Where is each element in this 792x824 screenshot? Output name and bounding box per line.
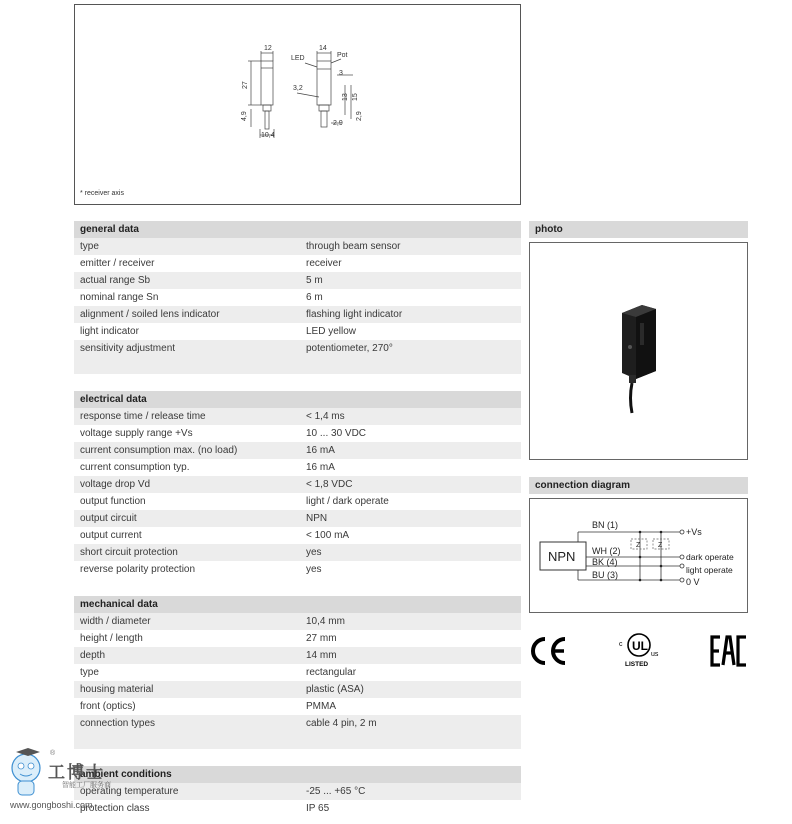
connection-diagram <box>530 499 747 612</box>
table-row <box>74 255 521 272</box>
row-value: yes <box>306 547 322 558</box>
dim-13: 13 <box>342 93 349 101</box>
ce-mark <box>528 634 570 668</box>
dim-27: 27 <box>242 81 249 89</box>
watermark-reg: ® <box>50 750 56 757</box>
row-label: depth <box>80 650 106 661</box>
row-label: connection types <box>80 718 156 729</box>
dim-15: 15 <box>352 93 359 101</box>
dim-10-4: 10,4 <box>261 132 275 139</box>
z-diode-2: Z <box>658 542 663 549</box>
receiver-axis-footnote: * receiver axis <box>80 190 124 197</box>
row-value: 16 mA <box>306 462 335 473</box>
table-row <box>74 425 521 442</box>
product-photo <box>530 243 747 459</box>
table-row <box>74 272 521 289</box>
table-row <box>74 306 521 323</box>
photo-heading: photo <box>529 221 748 238</box>
table-row <box>74 613 521 630</box>
row-label: voltage supply range +Vs <box>80 428 193 439</box>
row-label: width / diameter <box>80 616 151 627</box>
row-value: flashing light indicator <box>306 309 403 320</box>
table-row <box>74 323 521 340</box>
table-row <box>74 442 521 459</box>
row-label: reverse polarity protection <box>80 564 196 575</box>
table-row <box>74 238 521 255</box>
row-value: -25 ... +65 °C <box>306 786 366 797</box>
row-value: plastic (ASA) <box>306 684 364 695</box>
ul-us-text: us <box>651 651 659 658</box>
row-label: type <box>80 667 99 678</box>
z-diode-1: Z <box>636 542 641 549</box>
table-row <box>74 340 521 357</box>
table-row <box>74 647 521 664</box>
row-value: cable 4 pin, 2 m <box>306 718 377 729</box>
row-value: < 1,4 ms <box>306 411 345 422</box>
row-label: operating temperature <box>80 786 179 797</box>
row-value: through beam sensor <box>306 241 401 252</box>
ul-text: UL <box>632 639 648 653</box>
row-label: output current <box>80 530 142 541</box>
wire-bn: BN (1) <box>592 520 619 530</box>
row-label: actual range Sb <box>80 275 151 286</box>
row-value: 14 mm <box>306 650 337 661</box>
row-value: < 100 mA <box>306 530 350 541</box>
dim-3: 3 <box>339 70 343 77</box>
table-row <box>74 527 521 544</box>
dim-led: LED <box>291 55 305 62</box>
watermark-subtitle: 智能工厂服务商 <box>62 781 111 789</box>
row-value: NPN <box>306 513 328 524</box>
watermark-url: www.gongboshi.com <box>10 800 93 810</box>
wire-bu: BU (3) <box>592 570 619 580</box>
dimension-drawing <box>75 5 522 206</box>
row-value: 6 m <box>306 292 323 303</box>
table-row <box>74 561 521 578</box>
watermark <box>6 744 146 816</box>
row-value: rectangular <box>306 667 357 678</box>
dim-3-2: 3,2 <box>293 85 303 92</box>
table-row <box>74 459 521 476</box>
table-row <box>74 664 521 681</box>
cul-us-listed-mark <box>616 630 662 670</box>
table-row <box>74 408 521 425</box>
row-label: nominal range Sn <box>80 292 159 303</box>
row-value: LED yellow <box>306 326 357 337</box>
product-photo-frame <box>529 242 748 460</box>
wire-bk: BK (4) <box>592 557 618 567</box>
eac-mark <box>708 634 750 668</box>
row-value: < 1,8 VDC <box>306 479 353 490</box>
row-value: yes <box>306 564 322 575</box>
general-data-section <box>74 221 521 374</box>
dim-12: 12 <box>264 45 272 52</box>
row-value: 27 mm <box>306 633 337 644</box>
row-value: receiver <box>306 258 342 269</box>
npn-label: NPN <box>548 549 576 564</box>
output-dark-operate: dark operate <box>686 552 734 562</box>
ul-listed-text: LISTED <box>625 661 649 668</box>
mechanical-data-table <box>74 613 521 749</box>
row-label: light indicator <box>80 326 139 337</box>
row-label: sensitivity adjustment <box>80 343 176 354</box>
electrical-data-heading: electrical data <box>74 391 521 408</box>
row-label: short circuit protection <box>80 547 178 558</box>
table-row <box>74 544 521 561</box>
mechanical-data-heading: mechanical data <box>74 596 521 613</box>
table-row <box>74 289 521 306</box>
row-label: voltage drop Vd <box>80 479 151 490</box>
row-label: output function <box>80 496 146 507</box>
electrical-data-table <box>74 408 521 578</box>
row-label: current consumption max. (no load) <box>80 445 238 456</box>
row-value: 10,4 mm <box>306 616 345 627</box>
output-vs: +Vs <box>686 527 702 537</box>
table-row <box>74 715 521 732</box>
output-light-operate: light operate <box>686 565 733 575</box>
row-label: current consumption typ. <box>80 462 190 473</box>
table-row-blank <box>74 357 521 374</box>
dimension-drawing-panel <box>74 4 521 205</box>
general-data-table <box>74 238 521 374</box>
electrical-data-section <box>74 391 521 578</box>
row-value: potentiometer, 270° <box>306 343 393 354</box>
row-label: type <box>80 241 99 252</box>
table-row <box>74 698 521 715</box>
row-value: PMMA <box>306 701 336 712</box>
table-row <box>74 510 521 527</box>
ul-c-text: c <box>619 641 623 648</box>
connection-diagram-heading: connection diagram <box>529 477 748 494</box>
dim-14: 14 <box>319 45 327 52</box>
watermark-brand: 工博士 <box>48 763 105 783</box>
row-label: emitter / receiver <box>80 258 155 269</box>
row-value: 16 mA <box>306 445 335 456</box>
mechanical-data-section <box>74 596 521 749</box>
dim-pot: Pot <box>337 52 348 59</box>
row-label: front (optics) <box>80 701 136 712</box>
table-row <box>74 681 521 698</box>
connection-diagram-frame <box>529 498 748 613</box>
row-value: 10 ... 30 VDC <box>306 428 367 439</box>
row-label: output circuit <box>80 513 137 524</box>
row-value: 5 m <box>306 275 323 286</box>
table-row <box>74 493 521 510</box>
wire-wh: WH (2) <box>592 546 621 556</box>
row-value: IP 65 <box>306 803 330 814</box>
general-data-heading: general data <box>74 221 521 238</box>
row-label: height / length <box>80 633 143 644</box>
table-row <box>74 476 521 493</box>
dim-4-9: 4,9 <box>241 111 248 121</box>
table-row <box>74 630 521 647</box>
dim-2-9-b: 2,9 <box>356 111 363 121</box>
dim-2-9-a: 2,9 <box>333 120 343 127</box>
row-label: housing material <box>80 684 154 695</box>
row-value: light / dark operate <box>306 496 389 507</box>
output-0v: 0 V <box>686 577 700 587</box>
row-label: protection class <box>80 803 150 814</box>
ambient-conditions-heading: ambient conditions <box>74 766 521 783</box>
row-label: alignment / soiled lens indicator <box>80 309 220 320</box>
row-label: response time / release time <box>80 411 206 422</box>
